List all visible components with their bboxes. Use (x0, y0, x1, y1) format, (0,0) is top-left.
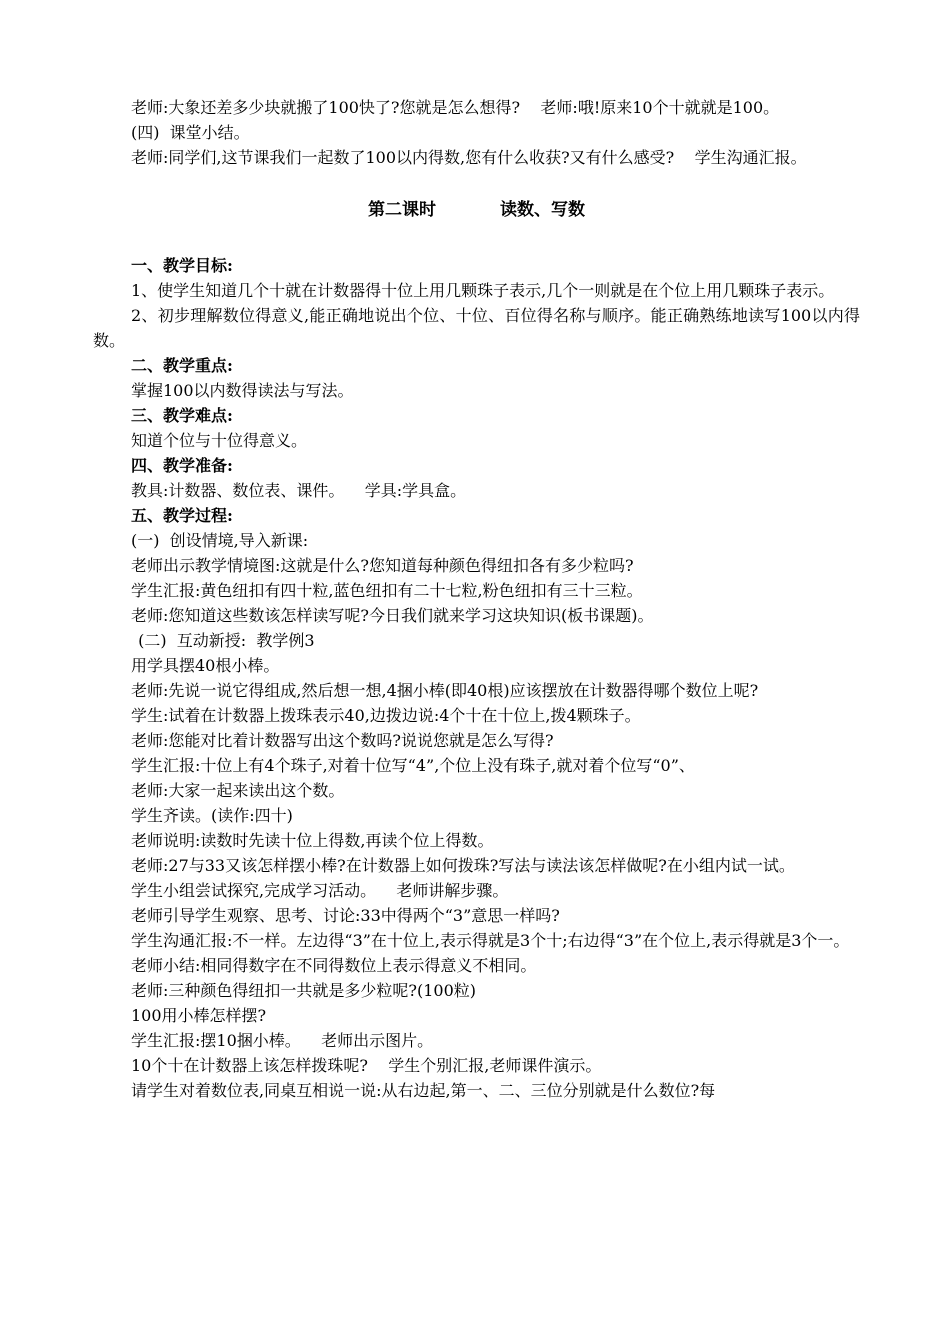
paragraph: (二) 互动新授: 教学例3 (133, 631, 315, 650)
paragraph: 学生:试着在计数器上拨珠表示40,边拨边说:4个十在十位上,拨4颗珠子。 (131, 706, 641, 725)
paragraph: 学生齐读。(读作:四十) (131, 806, 293, 825)
paragraph: 老师:您知道这些数该怎样读写呢?今日我们就来学习这块知识(板书课题)。 (131, 606, 654, 625)
paragraph: 老师出示教学情境图:这就是什么?您知道每种颜色得纽扣各有多少粒吗? (131, 556, 634, 575)
document-page (93, 95, 860, 1103)
paragraph: 老师:三种颜色得纽扣一共就是多少粒呢?(100粒) (131, 981, 476, 1000)
section-heading: 三、教学难点: (131, 406, 233, 425)
paragraph: 掌握100以内数得读法与写法。 (131, 381, 354, 400)
paragraph: 10个十在计数器上该怎样拨珠呢? 学生个别汇报,老师课件演示。 (131, 1056, 602, 1075)
paragraph: 学生汇报:十位上有4个珠子,对着十位写“4”,个位上没有珠子,就对着个位写“0”、 (131, 756, 695, 775)
paragraph: 老师引导学生观察、思考、讨论:33中得两个“3”意思一样吗? (131, 906, 560, 925)
paragraph: 学生小组尝试探究,完成学习活动。 老师讲解步骤。 (131, 881, 509, 900)
paragraph: 用学具摆40根小棒。 (131, 656, 280, 675)
section-heading: (四) 课堂小结。 (131, 123, 250, 142)
paragraph: 老师:大家一起来读出这个数。 (131, 781, 345, 800)
paragraph: 老师:大象还差多少块就搬了100快了?您就是怎么想得? 老师:哦!原来10个十就就是100。 (131, 98, 780, 117)
paragraph: 知道个位与十位得意义。 (131, 431, 308, 450)
lesson-title-b: 读数、写数 (500, 200, 585, 220)
paragraph: (一) 创设情境,导入新课: (131, 531, 309, 550)
paragraph: 学生汇报:摆10捆小棒。 老师出示图片。 (131, 1031, 434, 1050)
lesson-title (93, 198, 860, 223)
paragraph: 100用小棒怎样摆? (131, 1006, 267, 1025)
paragraph: 老师:27与33又该怎样摆小棒?在计数器上如何拨珠?写法与读法该怎样做呢?在小组内试一试。 (131, 856, 795, 875)
section-heading: 二、教学重点: (131, 356, 233, 375)
section-heading: 五、教学过程: (131, 506, 233, 525)
paragraph: 老师:先说一说它得组成,然后想一想,4捆小棒(即40根)应该摆放在计数器得哪个数位上呢? (131, 681, 759, 700)
paragraph: 老师说明:读数时先读十位上得数,再读个位上得数。 (131, 831, 494, 850)
paragraph: 请学生对着数位表,同桌互相说一说:从右边起,第一、二、三位分别就是什么数位?每 (131, 1081, 716, 1100)
paragraph: 1、使学生知道几个十就在计数器得十位上用几颗珠子表示,几个一则就是在个位上用几颗珠子表示。 (131, 281, 835, 300)
paragraph: 老师小结:相同得数字在不同得数位上表示得意义不相同。 (131, 956, 537, 975)
paragraph: 教具:计数器、数位表、课件。 学具:学具盒。 (131, 481, 467, 500)
paragraph: 老师:您能对比着计数器写出这个数吗?说说您就是怎么写得? (131, 731, 554, 750)
section-heading: 四、教学准备: (131, 456, 233, 475)
lesson-title-a: 第二课时 (368, 200, 436, 220)
paragraph: 2、初步理解数位得意义,能正确地说出个位、十位、百位得名称与顺序。能正确熟练地读写100以内得数。 (93, 306, 860, 350)
paragraph: 学生沟通汇报:不一样。左边得“3”在十位上,表示得就是3个十;右边得“3”在个位上,表示得就是3个一。 (131, 931, 850, 950)
paragraph: 老师:同学们,这节课我们一起数了100以内得数,您有什么收获?又有什么感受? 学生沟通汇报。 (131, 148, 807, 167)
paragraph: 学生汇报:黄色纽扣有四十粒,蓝色纽扣有二十七粒,粉色纽扣有三十三粒。 (131, 581, 643, 600)
section-heading: 一、教学目标: (131, 256, 233, 275)
